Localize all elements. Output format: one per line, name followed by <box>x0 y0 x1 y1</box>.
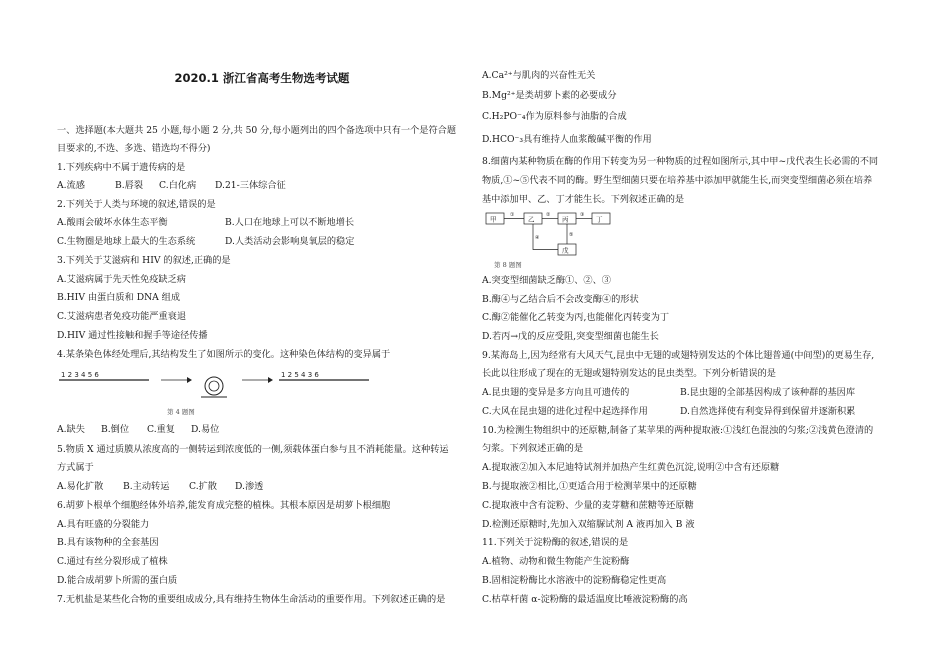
q8-enzyme-4: ④ <box>535 235 540 241</box>
q3-stem: 3.下列关于艾滋病和 HIV 的叙述,正确的是 <box>57 255 231 266</box>
q4-stem: 4.某条染色体经处理后,其结构发生了如图所示的变化。这种染色体结构的变异属于 <box>57 349 391 360</box>
q8-node-ding: 丁 <box>596 215 603 224</box>
q4-loop-inner <box>209 381 219 391</box>
q5-stem: 5.物质 X 通过质膜从浓度高的一侧转运到浓度低的一侧,须载体蛋白参与且不消耗能量。这种转运 <box>57 444 449 455</box>
q9-stem: 9.某海岛上,因为经常有大风天气,昆虫中无翅的或翅特别发达的个体比翅普通(中间型)的更易生存, <box>482 350 875 361</box>
q8-pathway-figure <box>484 210 624 262</box>
q1-option-a: A.流感 <box>57 180 85 191</box>
q4-option-b: B.倒位 <box>101 424 130 435</box>
q4-arrowhead-1 <box>187 377 192 383</box>
q8-node-jia: 甲 <box>490 215 497 224</box>
q6-option-d: D.能合成胡萝卜所需的蛋白质 <box>57 575 178 586</box>
q5-stem-cont: 方式属于 <box>57 462 94 473</box>
q5-option-c: C.扩散 <box>189 481 217 492</box>
q7-stem: 7.无机盐是某些化合物的重要组成成分,具有维持生物体生命活动的重要作用。下列叙述正确的是 <box>57 594 446 605</box>
q9-option-c: C.大风在昆虫翅的进化过程中起选择作用 <box>482 406 648 417</box>
q8-stem-cont2: 基中添加甲、乙、丁才能生长。下列叙述正确的是 <box>482 194 685 205</box>
q6-stem: 6.胡萝卜根单个细胞经体外培养,能发育成完整的植株。其根本原因是胡萝卜根细胞 <box>57 500 391 511</box>
q6-option-a: A.具有旺盛的分裂能力 <box>57 519 150 530</box>
q1-options <box>57 180 286 192</box>
q2-option-b: B.人口在地球上可以不断地增长 <box>225 217 355 228</box>
q8-enzyme-2: ② <box>546 212 551 218</box>
q11-option-a: A.植物、动物和微生物能产生淀粉酶 <box>482 556 630 567</box>
q8-option-b: B.酶④与乙结合后不会改变酶④的形状 <box>482 294 639 305</box>
q8-node-yi: 乙 <box>528 215 535 224</box>
q8-figure-caption: 第 8 题图 <box>494 261 522 269</box>
q8-option-a: A.突变型细菌缺乏酶①、②、③ <box>482 275 611 286</box>
q11-stem: 11.下列关于淀粉酶的叙述,错误的是 <box>482 537 629 548</box>
q10-stem: 10.为检测生物组织中的还原糖,制备了某苹果的两种提取液:①浅红色混浊的匀浆;②浅黄色澄清的 <box>482 425 874 436</box>
q5-option-b: B.主动转运 <box>123 481 170 492</box>
q1-option-d: D.21-三体综合征 <box>215 180 286 191</box>
q3-option-c: C.艾滋病患者免疫功能严重衰退 <box>57 311 187 322</box>
q1-option-b: B.唇裂 <box>115 180 144 191</box>
q4-option-c: C.重复 <box>147 424 175 435</box>
q9-stem-cont: 长此以往形成了现在的无翅或翅特别发达的昆虫类型。下列分析错误的是 <box>482 368 776 379</box>
q6-option-c: C.通过有丝分裂形成了植株 <box>57 556 168 567</box>
q3-option-a: A.艾滋病属于先天性免疫缺乏病 <box>57 274 186 285</box>
q8-enzyme-3: ③ <box>580 212 585 218</box>
section-header: 一、选择题(本大题共 25 小题,每小题 2 分,共 50 分,每小题列出的四个备选项中只有一个是符合题 <box>57 125 457 136</box>
q7-option-b: B.Mg²⁺是类胡萝卜素的必要成分 <box>482 90 617 101</box>
q5-options <box>57 481 263 493</box>
q8-option-d: D.若丙→戊的反应受阻,突变型细菌也能生长 <box>482 331 659 342</box>
q6-option-b: B.具有该物种的全套基因 <box>57 537 159 548</box>
q1-stem: 1.下列疾病中不属于遗传病的是 <box>57 162 186 173</box>
q10-option-d: D.检测还原糖时,先加入双缩脲试剂 A 液再加入 B 液 <box>482 519 695 530</box>
q9-option-a: A.昆虫翅的变异是多方向且可遗传的 <box>482 387 630 398</box>
q4-option-d: D.易位 <box>191 424 220 435</box>
q9-option-d: D.自然选择使有利变异得到保留并逐渐积累 <box>680 406 856 417</box>
q4-option-a: A.缺失 <box>57 424 85 435</box>
q8-enzyme-1: ① <box>510 212 515 218</box>
q9-options-row1 <box>482 387 855 399</box>
q4-seq-before: 1 2 3 4 5 6 <box>61 371 99 379</box>
q4-figure-caption: 第 4 题图 <box>167 408 195 416</box>
q11-option-b: B.固相淀粉酶比水溶液中的淀粉酶稳定性更高 <box>482 575 667 586</box>
q2-option-a: A.酸雨会破坏水体生态平衡 <box>57 217 168 228</box>
q4-chromosome-figure <box>57 366 377 416</box>
q8-enzyme-5: ⑤ <box>569 232 574 238</box>
q4-arrowhead-2 <box>268 377 273 383</box>
q2-stem: 2.下列关于人类与环境的叙述,错误的是 <box>57 199 216 210</box>
q11-option-c: C.枯草杆菌 α-淀粉酶的最适温度比唾液淀粉酶的高 <box>482 594 688 605</box>
q9-options-row2 <box>482 406 855 418</box>
q10-option-b: B.与提取液②相比,①更适合用于检测苹果中的还原糖 <box>482 481 697 492</box>
q7-option-c: C.H₂PO⁻₄作为原料参与油脂的合成 <box>482 111 627 122</box>
q3-option-d: D.HIV 通过性接触和握手等途径传播 <box>57 330 208 341</box>
q10-stem-cont: 匀浆。下列叙述正确的是 <box>482 443 584 454</box>
q8-node-bing: 丙 <box>562 215 569 224</box>
q8-node-wu: 戊 <box>562 246 569 255</box>
section-header-cont: 目要求的,不选、多选、错选均不得分) <box>57 143 211 154</box>
q1-option-c: C.白化病 <box>159 180 197 191</box>
q5-option-d: D.渗透 <box>235 481 264 492</box>
q5-option-a: A.易化扩散 <box>57 481 104 492</box>
q7-option-d: D.HCO⁻₃具有维持人血浆酸碱平衡的作用 <box>482 134 652 145</box>
q8-stem: 8.细菌内某种物质在酶的作用下转变为另一种物质的过程如图所示,其中甲~戊代表生长必需的不同 <box>482 156 879 167</box>
q9-option-b: B.昆虫翅的全部基因构成了该种群的基因库 <box>680 387 856 398</box>
q2-option-d: D.人类活动会影响臭氧层的稳定 <box>225 236 355 247</box>
q2-options-row2 <box>57 236 354 248</box>
q2-options-row1 <box>57 217 354 229</box>
q4-loop-circle <box>205 377 223 395</box>
q10-option-c: C.提取液中含有淀粉、少量的麦芽糖和蔗糖等还原糖 <box>482 500 694 511</box>
q3-option-b: B.HIV 由蛋白质和 DNA 组成 <box>57 292 181 303</box>
q10-option-a: A.提取液②加入本尼迪特试剂并加热产生红黄色沉淀,说明②中含有还原糖 <box>482 462 780 473</box>
q4-seq-after: 1 2 5 4 3 6 <box>281 371 319 379</box>
q4-options <box>57 424 219 436</box>
q8-option-c: C.酶②能催化乙转变为丙,也能催化丙转变为丁 <box>482 312 670 323</box>
q7-option-a: A.Ca²⁺与肌肉的兴奋性无关 <box>482 70 596 81</box>
q8-stem-cont: 物质,①~⑤代表不同的酶。野生型细菌只要在培养基中添加甲就能生长,而突变型细菌必须在培养 <box>482 175 873 186</box>
q2-option-c: C.生物圈是地球上最大的生态系统 <box>57 236 196 247</box>
page-title: 2020.1 浙江省高考生物选考试题 <box>174 71 350 85</box>
